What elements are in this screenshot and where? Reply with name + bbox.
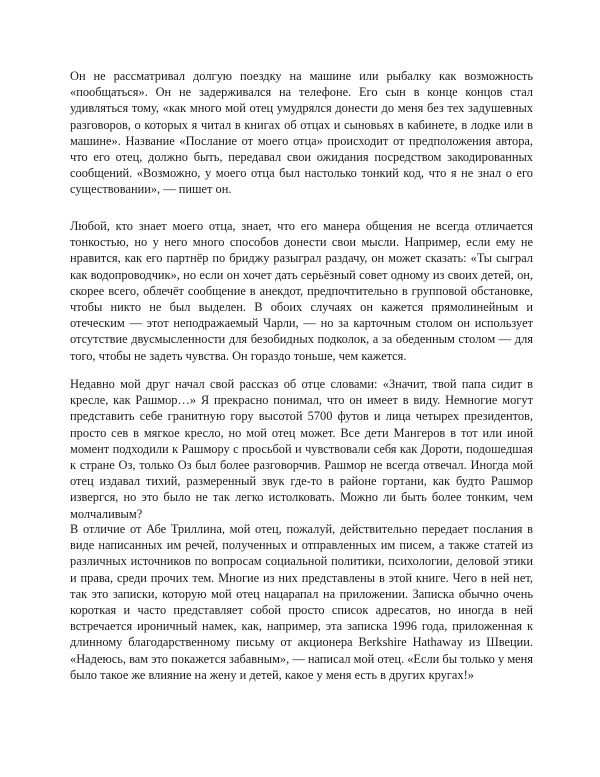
paragraph-3: Недавно мой друг начал свой рассказ об отце словами: «Значит, твой папа сидит в кресле, как Рашмор…» Я прекрасно понимал, что он имеет в виду. Немногие могут представить себе гранитную гору высотой 5700 футов и лица четырех президентов, просто сев в мягкое кресло, но мой отец может. Все дети Мангеров в тот или иной момент подходили к Рашмору с просьбой и чувствовали себя как Дороти, подошедшая к стране Оз, только Оз был более разговорчив. Рашмор не всегда отвечал. Иногда мой отец издавал тихий, размеренный звук где-то в районе гортани, как будто Рашмор извергся, но это было не так легко истолковать. Можно ли быть более тонким, чем молчаливым?: [70, 377, 533, 521]
paragraph-2: Любой, кто знает моего отца, знает, что его манера общения не всегда отличается тонкостью, но у него много способов донести свои мысли. Например, если ему не нравится, как его партнёр по бриджу разыграл раздачу, он может сказать: «Ты сыграл как водопроводчик», но если он хочет дать серьёзный совет одному из своих детей, он, скорее всего, облечёт сообщение в анекдот, предпочтительно в групповой обстановке, чтобы никто не был выделен. В обоих случаях он кажется прямолинейным и отеческим — этот неподражаемый Чарли, — но за карточным столом он использует отсутствие двусмысленности для безобидных подколок, а за обеденным столом — для того, чтобы не задеть чувства. Он гораздо тоньше, чем кажется.: [70, 219, 533, 363]
paragraph-1: Он не рассматривал долгую поездку на машине или рыбалку как возможность «пообщаться». Он не задерживался на телефоне. Его сын в конце концов стал удивляться тому, «как много мой отец умудрялся донести до меня без тех задушевных разговоров, о которых я читал в книгах об отцах и сыновьях в кабинете, в лодке или в машине». Название «Послание от моего отца» происходит от предположения автора, что его отец, должно быть, передавал свои ожидания посредством закодированных сообщений. «Возможно, у моего отца был настолько тонкий код, что я не знал о его существовании», — пишет он.: [70, 69, 533, 197]
paragraph-4: В отличие от Абе Триллина, мой отец, пожалуй, действительно передает послания в виде написанных им речей, полученных и отправленных им писем, а также статей из различных источников по вопросам социальной политики, психологии, деловой этики и права, среди прочих тем. Многие из них представлены в этой книге. Чего в ней нет, так это записки, которую мой отец нацарапал на приложении. Записка обычно очень короткая и часто представляет собой просто список адресатов, но иногда в ней встречается ироничный намек, как, например, эта записка 1996 года, приложенная к длинному благодарственному письму от акционера Berkshire Hathaway из Швеции. «Надеюсь, вам это покажется забавным», — написал мой отец. «Если бы только у меня было такое же влияние на жену и детей, какое у меня есть в других кругах!»: [70, 522, 533, 682]
